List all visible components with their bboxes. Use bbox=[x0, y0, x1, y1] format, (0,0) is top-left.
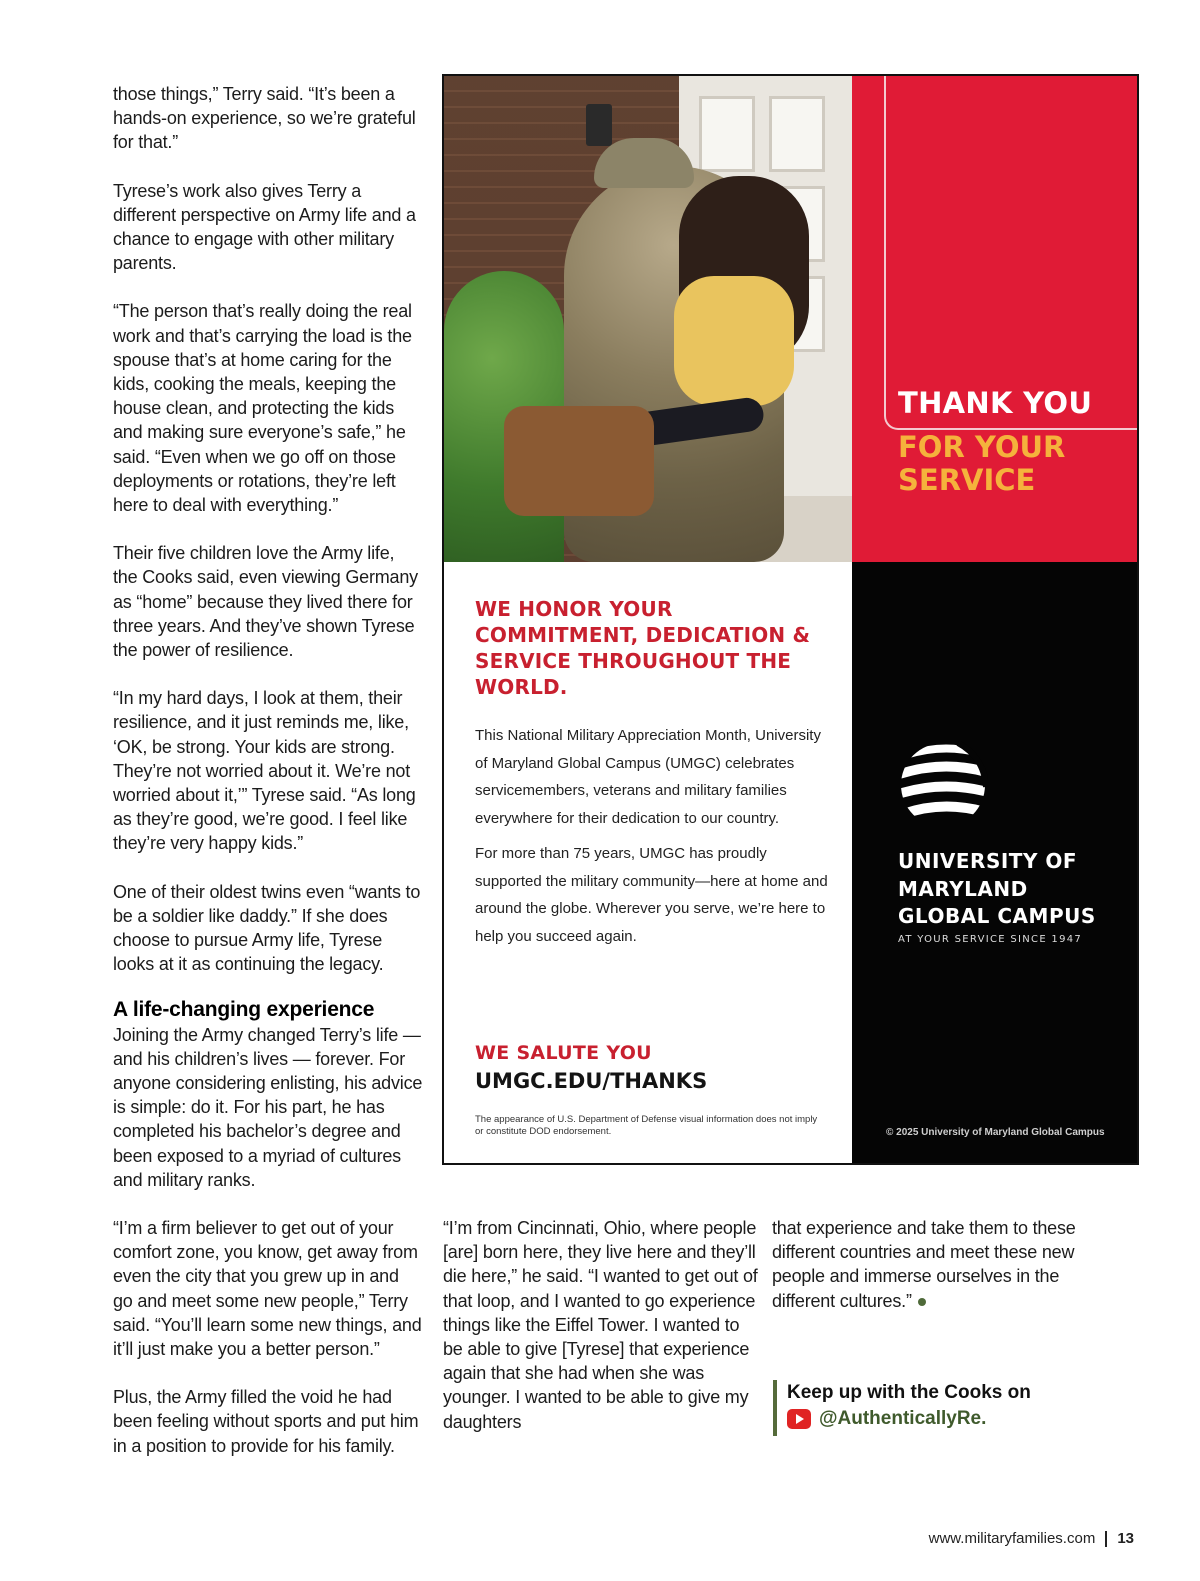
article-paragraph: “The person that’s really doing the real work and that’s carrying the load is the spouse that’s at home caring for the kids, cooking the meals, keeping the house clean, and protecting the kids and making sure everyone’s safe,” he said. “Even when we go off on those deployments or rotations, they’re left here to deal with everything.” bbox=[113, 301, 412, 516]
dod-disclaimer: The appearance of U.S. Department of Defense visual information does not imply or constitute DOD endorsement. bbox=[475, 1114, 818, 1137]
ad-copyright: © 2025 University of Maryland Global Campus bbox=[886, 1127, 1105, 1138]
for-your-service-line: FOR YOUR bbox=[898, 430, 1066, 464]
article-column-right bbox=[772, 1216, 1087, 1313]
article-paragraph: “In my hard days, I look at them, their resilience, and it just reminds me, like, ‘OK, be strong. Your kids are strong. They’re not worried about it. We’re not worried about it,’” Tyrese said. “As long as they’re good, we’re good. I feel like they’re very happy kids.” bbox=[113, 688, 416, 854]
umgc-advertisement bbox=[442, 74, 1139, 1165]
footer-website-link[interactable]: www.militaryfamilies.com bbox=[928, 1530, 1096, 1547]
keep-up-callout bbox=[773, 1380, 1031, 1436]
salute-text: WE SALUTE YOU bbox=[475, 1042, 652, 1064]
article-paragraph bbox=[772, 1216, 1087, 1313]
article-paragraph: One of their oldest twins even “wants to be a soldier like daddy.” If she does choose to pursue Army life, Tyrese looks at it as continuing the legacy. bbox=[113, 881, 421, 975]
honor-heading: WE HONOR YOUR COMMITMENT, DEDICATION & SERVICE THROUGHOUT THE WORLD. bbox=[475, 597, 811, 699]
article-closing-text: that experience and take them to these different countries and meet these new people and immerse ourselves in the different cultures.” bbox=[772, 1218, 1076, 1311]
article-paragraph: Plus, the Army filled the void he had been feeling without sports and put him in a position to provide for his family. bbox=[113, 1387, 419, 1456]
ad-body-paragraph: For more than 75 years, UMGC has proudly supported the military community—here at home and around the globe. Wherever you serve, we’re here to help you succeed again. bbox=[475, 845, 828, 945]
girl-shirt bbox=[674, 276, 794, 406]
thank-you-text: THANK YOU bbox=[898, 386, 1093, 420]
keep-up-text: Keep up with the Cooks on bbox=[787, 1382, 1031, 1403]
umgc-logo-panel bbox=[852, 562, 1139, 1165]
article-column-left bbox=[113, 82, 423, 1458]
since-tagline: AT YOUR SERVICE SINCE 1947 bbox=[898, 934, 1083, 945]
thank-you-panel bbox=[852, 76, 1139, 562]
panel-frame-line bbox=[884, 76, 1139, 430]
for-your-service-text bbox=[898, 431, 1065, 497]
duffel-bag bbox=[504, 406, 654, 516]
article-paragraph: Joining the Army changed Terry’s life — and his children’s lives — forever. For anyone considering enlisting, his advice is simple: do it. For his part, he has completed his bachelor’s degree and been exposed to a myriad of cultures and military ranks. bbox=[113, 1024, 423, 1190]
article-paragraph: Tyrese’s work also gives Terry a different perspective on Army life and a chance to engage with other military parents. bbox=[113, 180, 416, 274]
footer-divider bbox=[1105, 1531, 1107, 1547]
for-your-service-line: SERVICE bbox=[898, 463, 1036, 497]
university-name-line: GLOBAL CAMPUS bbox=[898, 904, 1096, 928]
page-footer bbox=[929, 1530, 1134, 1547]
page-number: 13 bbox=[1117, 1530, 1134, 1547]
ad-body bbox=[475, 722, 835, 958]
article-paragraph: Their five children love the Army life, the Cooks said, even viewing Germany as “home” because they lived there for three years. And they’ve shown Tyrese the power of resilience. bbox=[113, 543, 418, 661]
article-paragraph: “I’m from Cincinnati, Ohio, where people [are] born here, they live here and they’ll die here,” he said. “I wanted to get out of that loop, and I wanted to go experience things like the Eiffel Tower. I wanted to be able to give [Tyrese] that experience again that she had when she was younger. I wanted to be able to give my daughters bbox=[443, 1218, 758, 1432]
youtube-handle[interactable]: @AuthenticallyRe. bbox=[819, 1408, 987, 1429]
section-heading: A life-changing experience bbox=[113, 997, 375, 1021]
university-name bbox=[898, 848, 1096, 931]
article-paragraph: “I’m a firm believer to get out of your comfort zone, you know, get away from even the city that you grew up in and go and meet some new people,” Terry said. “You’ll learn some new things, and it’ll just make you a better person.” bbox=[113, 1217, 422, 1359]
ad-body-paragraph: This National Military Appreciation Month, University of Maryland Global Campus (UMGC) celebrates servicemembers, veterans and military families everywhere for their dedication to our country. bbox=[475, 727, 821, 827]
article-paragraph: those things,” Terry said. “It’s been a hands-on experience, so we’re grateful for that.” bbox=[113, 84, 416, 153]
wall-lamp bbox=[586, 104, 612, 146]
youtube-handle-link[interactable] bbox=[787, 1406, 1031, 1432]
university-name-line: UNIVERSITY OF bbox=[898, 849, 1078, 873]
university-name-line: MARYLAND bbox=[898, 876, 1028, 901]
end-of-article-dot-icon bbox=[918, 1298, 926, 1306]
soldier-hugging-child-photo bbox=[444, 76, 852, 562]
ad-copy-panel bbox=[444, 562, 852, 1165]
youtube-icon bbox=[787, 1409, 811, 1429]
ad-url-link[interactable]: UMGC.EDU/THANKS bbox=[475, 1069, 708, 1093]
article-column-middle bbox=[443, 1216, 758, 1434]
umgc-globe-logo-icon bbox=[898, 737, 988, 832]
